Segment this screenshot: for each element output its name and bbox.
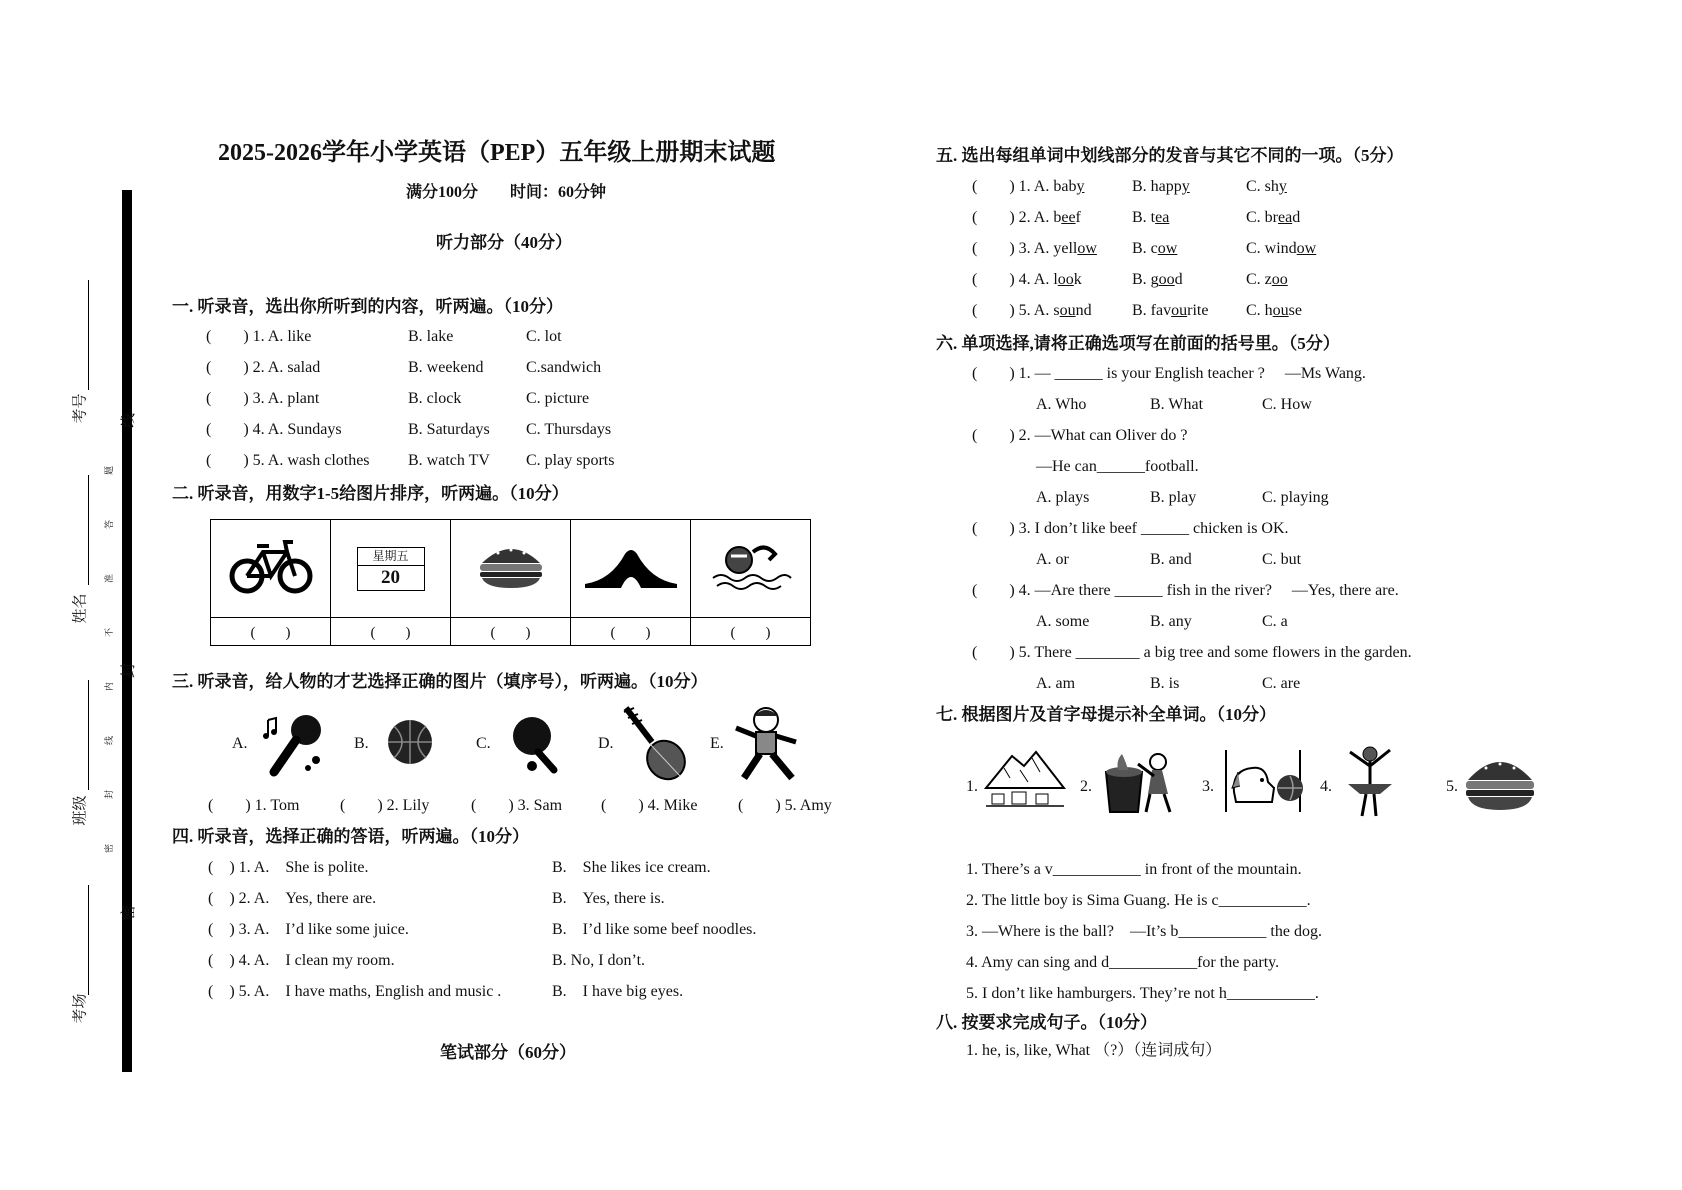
option-label: B. <box>354 735 369 752</box>
dancer-icon <box>1340 744 1400 818</box>
exam-room-line <box>88 885 89 995</box>
option-text: A. some <box>1036 613 1090 630</box>
section-6-title: 六. 单项选择,请将正确选项写在前面的括号里。（5分） <box>936 334 1340 353</box>
exam-no-label: 考号 <box>72 393 89 424</box>
list-item: C. zoo <box>1246 271 1288 288</box>
picture-number: 5. <box>1446 778 1458 795</box>
binding-seal-char: 封 <box>121 662 138 679</box>
person-item: ( ) 5. Amy <box>738 797 832 814</box>
option-label: C. <box>476 735 491 752</box>
calendar-picture <box>331 520 451 618</box>
answer-slot[interactable]: ( ) <box>211 618 331 646</box>
list-item: B. Saturdays <box>408 421 490 438</box>
option-text: B. is <box>1150 675 1180 692</box>
bridge-icon <box>581 544 681 588</box>
calendar-day: 星期五 <box>358 548 424 566</box>
person-item: ( ) 4. Mike <box>601 797 698 814</box>
binding-line-char: 线 <box>121 412 138 429</box>
list-item: C. shy <box>1246 178 1287 195</box>
section-8-title: 八. 按要求完成句子。（10分） <box>936 1013 1157 1032</box>
list-item: ( ) 5. A. I have maths, English and music . <box>208 983 502 1000</box>
list-item: ( ) 4. A. I clean my room. <box>208 952 395 969</box>
option-text: A. or <box>1036 551 1069 568</box>
swimming-picture <box>691 520 811 618</box>
margin-small-char: 内 <box>104 681 115 692</box>
exam-no-line <box>88 280 89 390</box>
list-item: C. picture <box>526 390 590 407</box>
option-text: A. plays <box>1036 489 1090 506</box>
option-text: B. and <box>1150 551 1192 568</box>
margin-small-char: 密 <box>104 843 115 854</box>
list-item: C.sandwich <box>526 359 602 376</box>
option-label: D. <box>598 735 614 752</box>
bike-icon <box>229 536 313 596</box>
hamburger-picture <box>451 520 571 618</box>
section-5-title: 五. 选出每组单词中划线部分的发音与其它不同的一项。（5分） <box>936 146 1404 165</box>
list-item: B. watch TV <box>408 452 490 469</box>
question-text: ( ) 4. —Are there ______ fish in the river? —Yes, there are. <box>972 582 1399 599</box>
list-item: B. tea <box>1132 209 1170 226</box>
option-text: C. playing <box>1262 489 1329 506</box>
section-7-title: 七. 根据图片及首字母提示补全单词。（10分） <box>936 705 1276 724</box>
answer-slot[interactable]: ( ) <box>331 618 451 646</box>
fill-in-sentence: 3. —Where is the ball? —It’s b___________ the dog. <box>966 923 1322 940</box>
list-item: B. Yes, there is. <box>552 890 665 907</box>
swimmer-icon <box>709 538 793 594</box>
list-item: B. clock <box>408 390 462 407</box>
option-label: E. <box>710 735 724 752</box>
listening-title: 听力部分（40分） <box>436 233 572 252</box>
option-text: B. any <box>1150 613 1192 630</box>
option-label: A. <box>232 735 248 752</box>
list-item: C. window <box>1246 240 1317 257</box>
margin-small-char: 答 <box>104 519 115 530</box>
fill-in-sentence: 1. There’s a v___________ in front of the mountain. <box>966 861 1302 878</box>
list-item: C. bread <box>1246 209 1301 226</box>
picture-number: 4. <box>1320 778 1332 795</box>
writing-title: 笔试部分（60分） <box>440 1043 576 1062</box>
fill-in-sentence: 2. The little boy is Sima Guang. He is c___________. <box>966 892 1311 909</box>
margin-small-char: 封 <box>104 789 115 800</box>
question-text: ( ) 3. I don’t like beef ______ chicken is OK. <box>972 520 1289 537</box>
fill-in-sentence: 4. Amy can sing and d___________for the party. <box>966 954 1280 971</box>
calendar-date: 20 <box>381 566 400 588</box>
question-text: ( ) 2. —What can Oliver do ? <box>972 427 1188 444</box>
list-item: ( ) 5. A. sound <box>972 302 1092 319</box>
section-3-title: 三. 听录音，给人物的才艺选择正确的图片（填序号），听两遍。（10分） <box>172 672 708 691</box>
calendar-icon <box>357 547 425 591</box>
list-item: B. No, I don’t. <box>552 952 646 969</box>
margin-small-char: 题 <box>104 465 115 476</box>
hamburger-icon <box>476 541 546 591</box>
list-item: ( ) 4. A. Sundays <box>206 421 342 438</box>
margin-small-char: 不 <box>104 627 115 638</box>
list-item: ( ) 1. A. baby <box>972 178 1085 195</box>
list-item: ( ) 2. A. beef <box>972 209 1081 226</box>
list-item: ( ) 3. A. yellow <box>972 240 1097 257</box>
list-item: B. She likes ice cream. <box>552 859 711 876</box>
list-item: ( ) 2. A. salad <box>206 359 321 376</box>
option-text: A. Who <box>1036 396 1087 413</box>
person-item: ( ) 3. Sam <box>471 797 563 814</box>
binding-secret-char: 密 <box>121 904 138 921</box>
bike-picture <box>211 520 331 618</box>
exam-room-label: 考场 <box>72 993 89 1024</box>
question-text: —He can______football. <box>1036 458 1199 475</box>
list-item: ( ) 3. A. plant <box>206 390 320 407</box>
name-label: 姓名 <box>72 593 89 624</box>
person-item: ( ) 2. Lily <box>340 797 430 814</box>
question-text: ( ) 5. There ________ a big tree and some flowers in the garden. <box>972 644 1412 661</box>
question-text: 1. he, is, like, What （?）（连词成句） <box>966 1042 1222 1059</box>
list-item: B. I have big eyes. <box>552 983 684 1000</box>
person-item: ( ) 1. Tom <box>208 797 300 814</box>
picture-number: 3. <box>1202 778 1214 795</box>
sima-guang-vat-icon <box>1098 742 1178 818</box>
basketball-icon <box>386 718 434 766</box>
option-text: B. What <box>1150 396 1204 413</box>
class-line <box>88 680 89 790</box>
option-text: C. How <box>1262 396 1312 413</box>
list-item: B. weekend <box>408 359 484 376</box>
option-text: C. a <box>1262 613 1288 630</box>
margin-small-char: 准 <box>104 573 115 584</box>
pipa-icon <box>620 704 690 782</box>
hamburger-icon <box>1464 752 1536 814</box>
list-item: ( ) 3. A. I’d like some juice. <box>208 921 409 938</box>
option-text: A. am <box>1036 675 1076 692</box>
list-item: ( ) 4. A. look <box>972 271 1082 288</box>
exam-title: 2025-2026学年小学英语（PEP）五年级上册期末试题 <box>218 140 776 166</box>
margin-small-char: 线 <box>104 735 115 746</box>
bridge-picture <box>571 520 691 618</box>
list-item: B. I’d like some beef noodles. <box>552 921 757 938</box>
list-item: ( ) 1. A. like <box>206 328 312 345</box>
option-text: C. are <box>1262 675 1301 692</box>
list-item: B. cow <box>1132 240 1178 257</box>
option-text: B. play <box>1150 489 1197 506</box>
question-text: ( ) 1. — ______ is your English teacher ? —Ms Wang. <box>972 365 1366 382</box>
fill-in-sentence: 5. I don’t like hamburgers. They’re not h___________. <box>966 985 1319 1002</box>
section-4-title: 四. 听录音，选择正确的答语，听两遍。（10分） <box>172 827 529 846</box>
score-time: 满分100分 时间：60分钟 <box>406 184 607 201</box>
section-1-title: 一. 听录音，选出你所听到的内容，听两遍。（10分） <box>172 297 563 316</box>
binding-bar <box>122 190 132 1072</box>
picture-number: 1. <box>966 778 978 795</box>
list-item: B. lake <box>408 328 454 345</box>
ping-pong-paddle-icon <box>508 714 566 774</box>
dog-ball-icon <box>1222 748 1308 814</box>
list-item: C. house <box>1246 302 1302 319</box>
list-item: C. Thursdays <box>526 421 612 438</box>
picture-number: 2. <box>1080 778 1092 795</box>
answer-slot[interactable]: ( ) <box>451 618 571 646</box>
kung-fu-boy-icon <box>730 704 804 782</box>
name-line <box>88 475 89 585</box>
village-mountain-icon <box>984 748 1066 810</box>
list-item: B. favourite <box>1132 302 1209 319</box>
list-item: ( ) 2. A. Yes, there are. <box>208 890 377 907</box>
list-item: ( ) 5. A. wash clothes <box>206 452 370 469</box>
class-label: 班级 <box>72 795 89 826</box>
answer-slot[interactable]: ( ) <box>571 618 691 646</box>
microphone-icon <box>262 710 328 778</box>
answer-slot[interactable]: ( ) <box>691 618 811 646</box>
section-2-title: 二. 听录音，用数字1-5给图片排序，听两遍。（10分） <box>172 484 569 503</box>
list-item: B. good <box>1132 271 1183 288</box>
list-item: C. play sports <box>526 452 615 469</box>
list-item: C. lot <box>526 328 562 345</box>
list-item: ( ) 1. A. She is polite. <box>208 859 369 876</box>
list-item: B. happy <box>1132 178 1190 195</box>
picture-order-table <box>210 519 811 646</box>
option-text: C. but <box>1262 551 1302 568</box>
